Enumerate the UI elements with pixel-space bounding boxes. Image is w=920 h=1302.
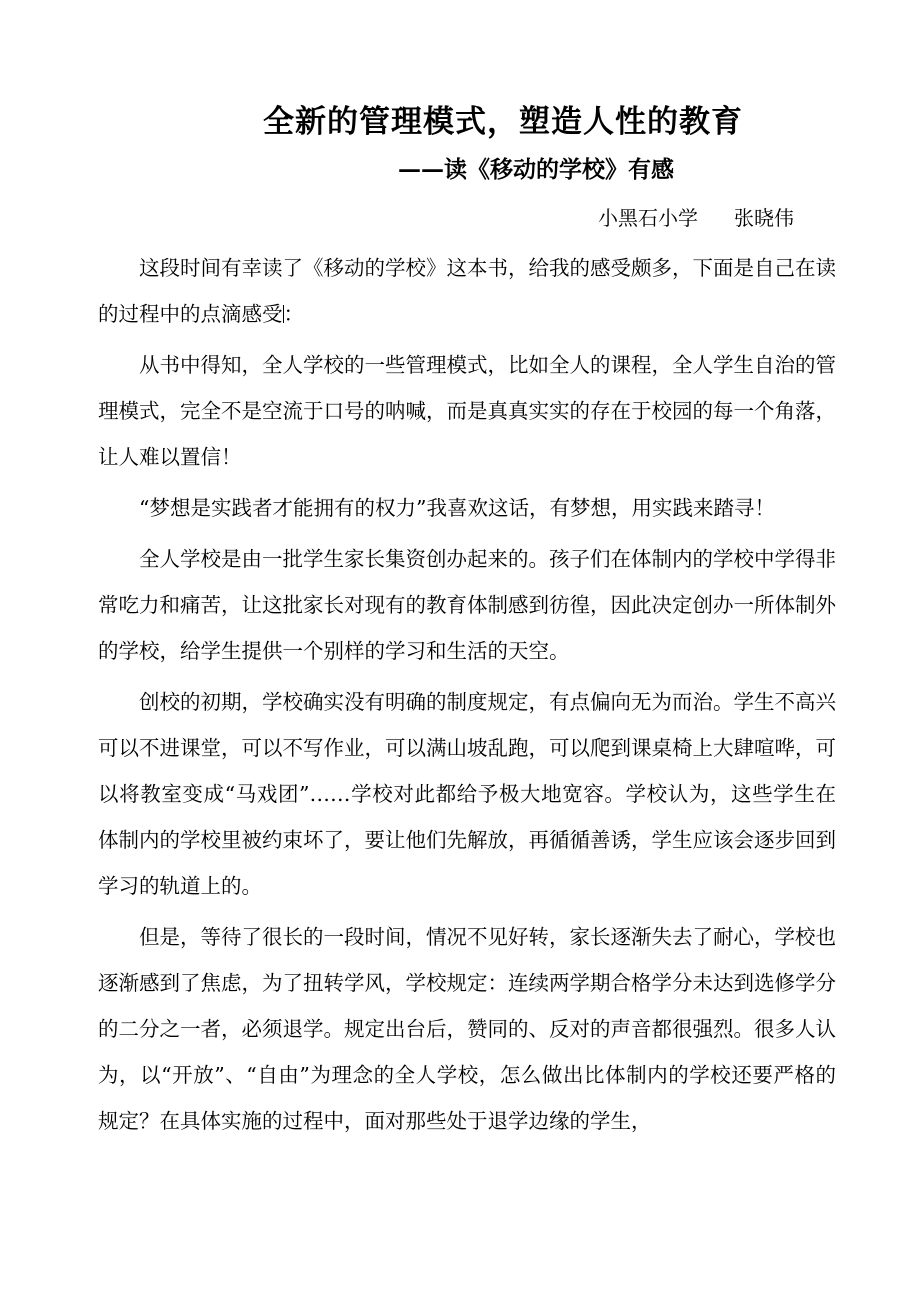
paragraph: 创校的初期，学校确实没有明确的制度规定，有点偏向无为而治。学生不高兴可以不进课堂，可以不写作业，可以满山坡乱跑，可以爬到课桌椅上大肆喧哗，可以将教室变成“马戏团”……学校对此都给予极大地宽容。学校认为，这些学生在体制内的学校里被约束坏了，要让他们先解放，再循循善诱，学生应该会逐步回到学习的轨道上的。 — [98, 690, 836, 898]
document-body — [98, 245, 836, 1144]
paragraph: “梦想是实践者才能拥有的权力”我喜欢这话，有梦想，用实践来踏寻！ — [139, 496, 775, 520]
paragraph: 但是，等待了很长的一段时间，情况不见好转，家长逐渐失去了耐心，学校也逐渐感到了焦虑，为了扭转学风，学校规定：连续两学期合格学分未达到选修学分的二分之一者，必须退学。规定出台后，赞同的、反对的声音都很强烈。很多人认为，以“开放”、“自由”为理念的全人学校，怎么做出比体制内的学校还要严格的规定？在具体实施的过程中，面对那些处于退学边缘的学生， — [98, 925, 836, 1133]
page-title: 全新的管理模式，塑造人性的教育 — [263, 104, 743, 140]
author-school: 小黑石小学 — [598, 206, 698, 230]
author-line — [598, 198, 858, 238]
page-subtitle: ——读《移动的学校》有感 — [398, 156, 674, 183]
paragraph — [98, 245, 836, 337]
paragraph-text-tail: ： — [283, 302, 304, 326]
paragraph-text: 这段时间有幸读了《移动的学校》这本书，给我的感受颇多，下面是自己在读的过程中的点滴感受 — [98, 256, 836, 326]
author-name: 张晓伟 — [734, 206, 794, 230]
paragraph: 从书中得知，全人学校的一些管理模式，比如全人的课程，全人学生自治的管理模式，完全不是空流于口号的呐喊，而是真真实实的存在于校园的每一个角落，让人难以置信！ — [98, 353, 836, 469]
paragraph: 全人学校是由一批学生家长集资创办起来的。孩子们在体制内的学校中学得非常吃力和痛苦，让这批家长对现有的教育体制感到彷徨，因此决定创办一所体制外的学校，给学生提供一个别样的学习和生活的天空。 — [98, 547, 836, 663]
